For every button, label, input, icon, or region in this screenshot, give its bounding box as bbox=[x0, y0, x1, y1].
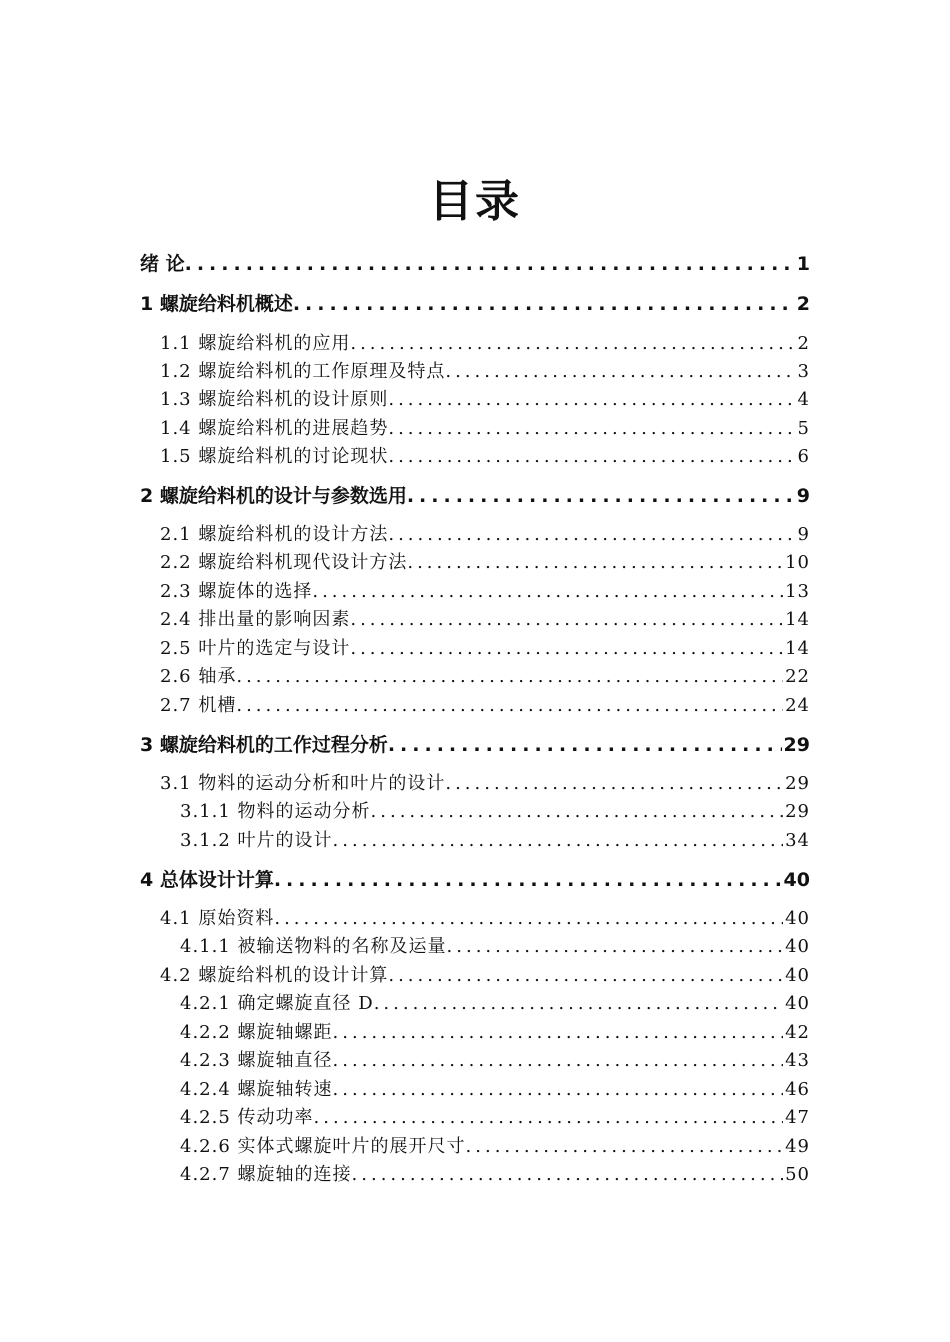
toc-entry-label: 2.5 叶片的选定与设计 bbox=[160, 638, 351, 659]
toc-entry-page-number: 43 bbox=[785, 1050, 810, 1071]
toc-entry-page-number: 3 bbox=[797, 361, 810, 382]
toc-entry-label: 4.2.3 螺旋轴直径 bbox=[180, 1050, 333, 1071]
toc-entry-page-number: 14 bbox=[785, 609, 810, 630]
toc-entry-page-number: 9 bbox=[796, 485, 810, 507]
toc-entry[interactable] bbox=[140, 482, 810, 510]
toc-leader-dots bbox=[312, 578, 783, 606]
toc-entry[interactable] bbox=[180, 1047, 810, 1075]
toc-leader-dots bbox=[333, 1047, 784, 1075]
toc-entry-page-number: 10 bbox=[785, 552, 810, 573]
toc-entry-label: 2.7 机槽 bbox=[160, 695, 237, 716]
toc-entry-page-number: 47 bbox=[785, 1107, 810, 1128]
toc-entry[interactable] bbox=[160, 578, 810, 606]
toc-entry[interactable] bbox=[180, 827, 810, 855]
toc-entry[interactable] bbox=[160, 443, 810, 471]
toc-entry[interactable] bbox=[140, 866, 810, 894]
toc-leader-dots bbox=[236, 692, 783, 720]
toc-entry-label: 4.2.4 螺旋轴转速 bbox=[180, 1079, 333, 1100]
toc-entry-page-number: 29 bbox=[785, 801, 810, 822]
toc-entry-page-number: 6 bbox=[797, 446, 810, 467]
toc-entry-label: 1 螺旋给料机概述 bbox=[140, 293, 293, 315]
toc-leader-dots bbox=[350, 635, 783, 663]
toc-leader-dots bbox=[388, 731, 782, 759]
toc-entry-page-number: 2 bbox=[797, 333, 810, 354]
toc-entry-label: 4.2.1 确定螺旋直径 D bbox=[180, 993, 374, 1014]
toc-leader-dots bbox=[333, 1076, 784, 1104]
toc-entry[interactable] bbox=[160, 663, 810, 691]
toc-entry-label: 绪 论 bbox=[140, 253, 185, 275]
toc-entry-page-number: 46 bbox=[785, 1079, 810, 1100]
toc-entry[interactable] bbox=[160, 386, 810, 414]
toc-entry-label: 1.2 螺旋给料机的工作原理及特点 bbox=[160, 361, 446, 382]
toc-entry-label: 2.2 螺旋给料机现代设计方法 bbox=[160, 552, 408, 573]
toc-entry-page-number: 40 bbox=[785, 936, 810, 957]
toc-entry-page-number: 40 bbox=[785, 993, 810, 1014]
toc-leader-dots bbox=[236, 663, 783, 691]
toc-entry-label: 3.1.2 叶片的设计 bbox=[180, 830, 333, 851]
toc-entry-label: 3.1.1 物料的运动分析 bbox=[180, 801, 371, 822]
toc-entry-label: 2.3 螺旋体的选择 bbox=[160, 581, 313, 602]
toc-entry-page-number: 40 bbox=[785, 908, 810, 929]
toc-leader-dots bbox=[388, 962, 783, 990]
toc-entry[interactable] bbox=[160, 358, 810, 386]
toc-entry-page-number: 40 bbox=[785, 965, 810, 986]
toc-entry-label: 4 总体设计计算 bbox=[140, 869, 274, 891]
toc-entry-label: 3.1 物料的运动分析和叶片的设计 bbox=[160, 773, 446, 794]
toc-entry-label: 4.2.6 实体式螺旋叶片的展开尺寸 bbox=[180, 1136, 466, 1157]
toc-entry-page-number: 49 bbox=[785, 1136, 810, 1157]
toc-entry[interactable] bbox=[160, 962, 810, 990]
toc-leader-dots bbox=[388, 386, 795, 414]
toc-entry-page-number: 40 bbox=[783, 869, 810, 891]
toc-entry[interactable] bbox=[160, 905, 810, 933]
toc-leader-dots bbox=[350, 606, 783, 634]
toc-leader-dots bbox=[274, 905, 783, 933]
toc-entry[interactable] bbox=[180, 933, 810, 961]
toc-leader-dots bbox=[293, 290, 795, 318]
toc-entry-page-number: 42 bbox=[785, 1022, 810, 1043]
toc-entry-label: 2.1 螺旋给料机的设计方法 bbox=[160, 524, 389, 545]
toc-entry[interactable] bbox=[140, 250, 810, 278]
toc-leader-dots bbox=[407, 549, 783, 577]
toc-leader-dots bbox=[371, 798, 784, 826]
toc-entry-label: 2 螺旋给料机的设计与参数选用 bbox=[140, 485, 407, 507]
toc-entry-label: 4.1.1 被输送物料的名称及运量 bbox=[180, 936, 447, 957]
toc-entry-page-number: 13 bbox=[785, 581, 810, 602]
toc-entry-page-number: 9 bbox=[797, 524, 810, 545]
toc-leader-dots bbox=[333, 827, 784, 855]
toc-entry[interactable] bbox=[160, 606, 810, 634]
toc-entry-page-number: 29 bbox=[783, 734, 810, 756]
toc-entry-label: 2.4 排出量的影响因素 bbox=[160, 609, 351, 630]
toc-leader-dots bbox=[352, 1161, 784, 1189]
toc-leader-dots bbox=[445, 358, 795, 386]
toc-entry-page-number: 5 bbox=[797, 418, 810, 439]
toc-leader-dots bbox=[185, 250, 795, 278]
toc-entry-label: 1.1 螺旋给料机的应用 bbox=[160, 333, 351, 354]
toc-entry[interactable] bbox=[160, 635, 810, 663]
toc-entry-label: 2.6 轴承 bbox=[160, 666, 237, 687]
toc-entry[interactable] bbox=[180, 1161, 810, 1189]
toc-entry[interactable] bbox=[160, 415, 810, 443]
toc-entry-label: 4.2.7 螺旋轴的连接 bbox=[180, 1164, 352, 1185]
toc-entry-page-number: 29 bbox=[785, 773, 810, 794]
toc-entry-label: 4.2.5 传动功率 bbox=[180, 1107, 314, 1128]
toc-entry-label: 4.1 原始资料 bbox=[160, 908, 275, 929]
toc-leader-dots bbox=[447, 933, 784, 961]
toc-leader-dots bbox=[274, 866, 782, 894]
toc-entry-page-number: 22 bbox=[785, 666, 810, 687]
toc-entry[interactable] bbox=[140, 290, 810, 318]
toc-entry[interactable] bbox=[180, 1133, 810, 1161]
toc-entry-page-number: 14 bbox=[785, 638, 810, 659]
toc-entry-label: 4.2.2 螺旋轴螺距 bbox=[180, 1022, 333, 1043]
toc-entry-page-number: 4 bbox=[797, 389, 810, 410]
toc-entry[interactable] bbox=[180, 798, 810, 826]
toc-leader-dots bbox=[314, 1104, 784, 1132]
toc-leader-dots bbox=[374, 990, 783, 1018]
toc-entry-label: 1.5 螺旋给料机的讨论现状 bbox=[160, 446, 389, 467]
toc-entry-label: 1.3 螺旋给料机的设计原则 bbox=[160, 389, 389, 410]
toc-entry-page-number: 34 bbox=[785, 830, 810, 851]
toc-entry-page-number: 24 bbox=[785, 695, 810, 716]
toc-leader-dots bbox=[445, 770, 783, 798]
toc-leader-dots bbox=[333, 1019, 784, 1047]
toc-leader-dots bbox=[388, 443, 795, 471]
toc-leader-dots bbox=[388, 521, 795, 549]
toc-entry[interactable] bbox=[160, 521, 810, 549]
toc-leader-dots bbox=[350, 330, 795, 358]
toc-entry[interactable] bbox=[140, 731, 810, 759]
toc-entry[interactable] bbox=[180, 1076, 810, 1104]
toc-leader-dots bbox=[407, 482, 795, 510]
toc-entry[interactable] bbox=[180, 1104, 810, 1132]
toc-entry[interactable] bbox=[160, 330, 810, 358]
toc-entry-label: 3 螺旋给料机的工作过程分析 bbox=[140, 734, 388, 756]
toc-entry-page-number: 1 bbox=[796, 253, 810, 275]
toc-entry-page-number: 2 bbox=[796, 293, 810, 315]
toc-entry-label: 1.4 螺旋给料机的进展趋势 bbox=[160, 418, 389, 439]
page-title: 目录 bbox=[429, 176, 521, 227]
toc-entry[interactable] bbox=[180, 990, 810, 1018]
toc-entry[interactable] bbox=[160, 549, 810, 577]
toc-entry-page-number: 50 bbox=[785, 1164, 810, 1185]
toc-entry-label: 4.2 螺旋给料机的设计计算 bbox=[160, 965, 389, 986]
toc-leader-dots bbox=[466, 1133, 784, 1161]
toc-entry[interactable] bbox=[160, 692, 810, 720]
toc-entry[interactable] bbox=[160, 770, 810, 798]
toc-entry[interactable] bbox=[180, 1019, 810, 1047]
toc-leader-dots bbox=[388, 415, 795, 443]
